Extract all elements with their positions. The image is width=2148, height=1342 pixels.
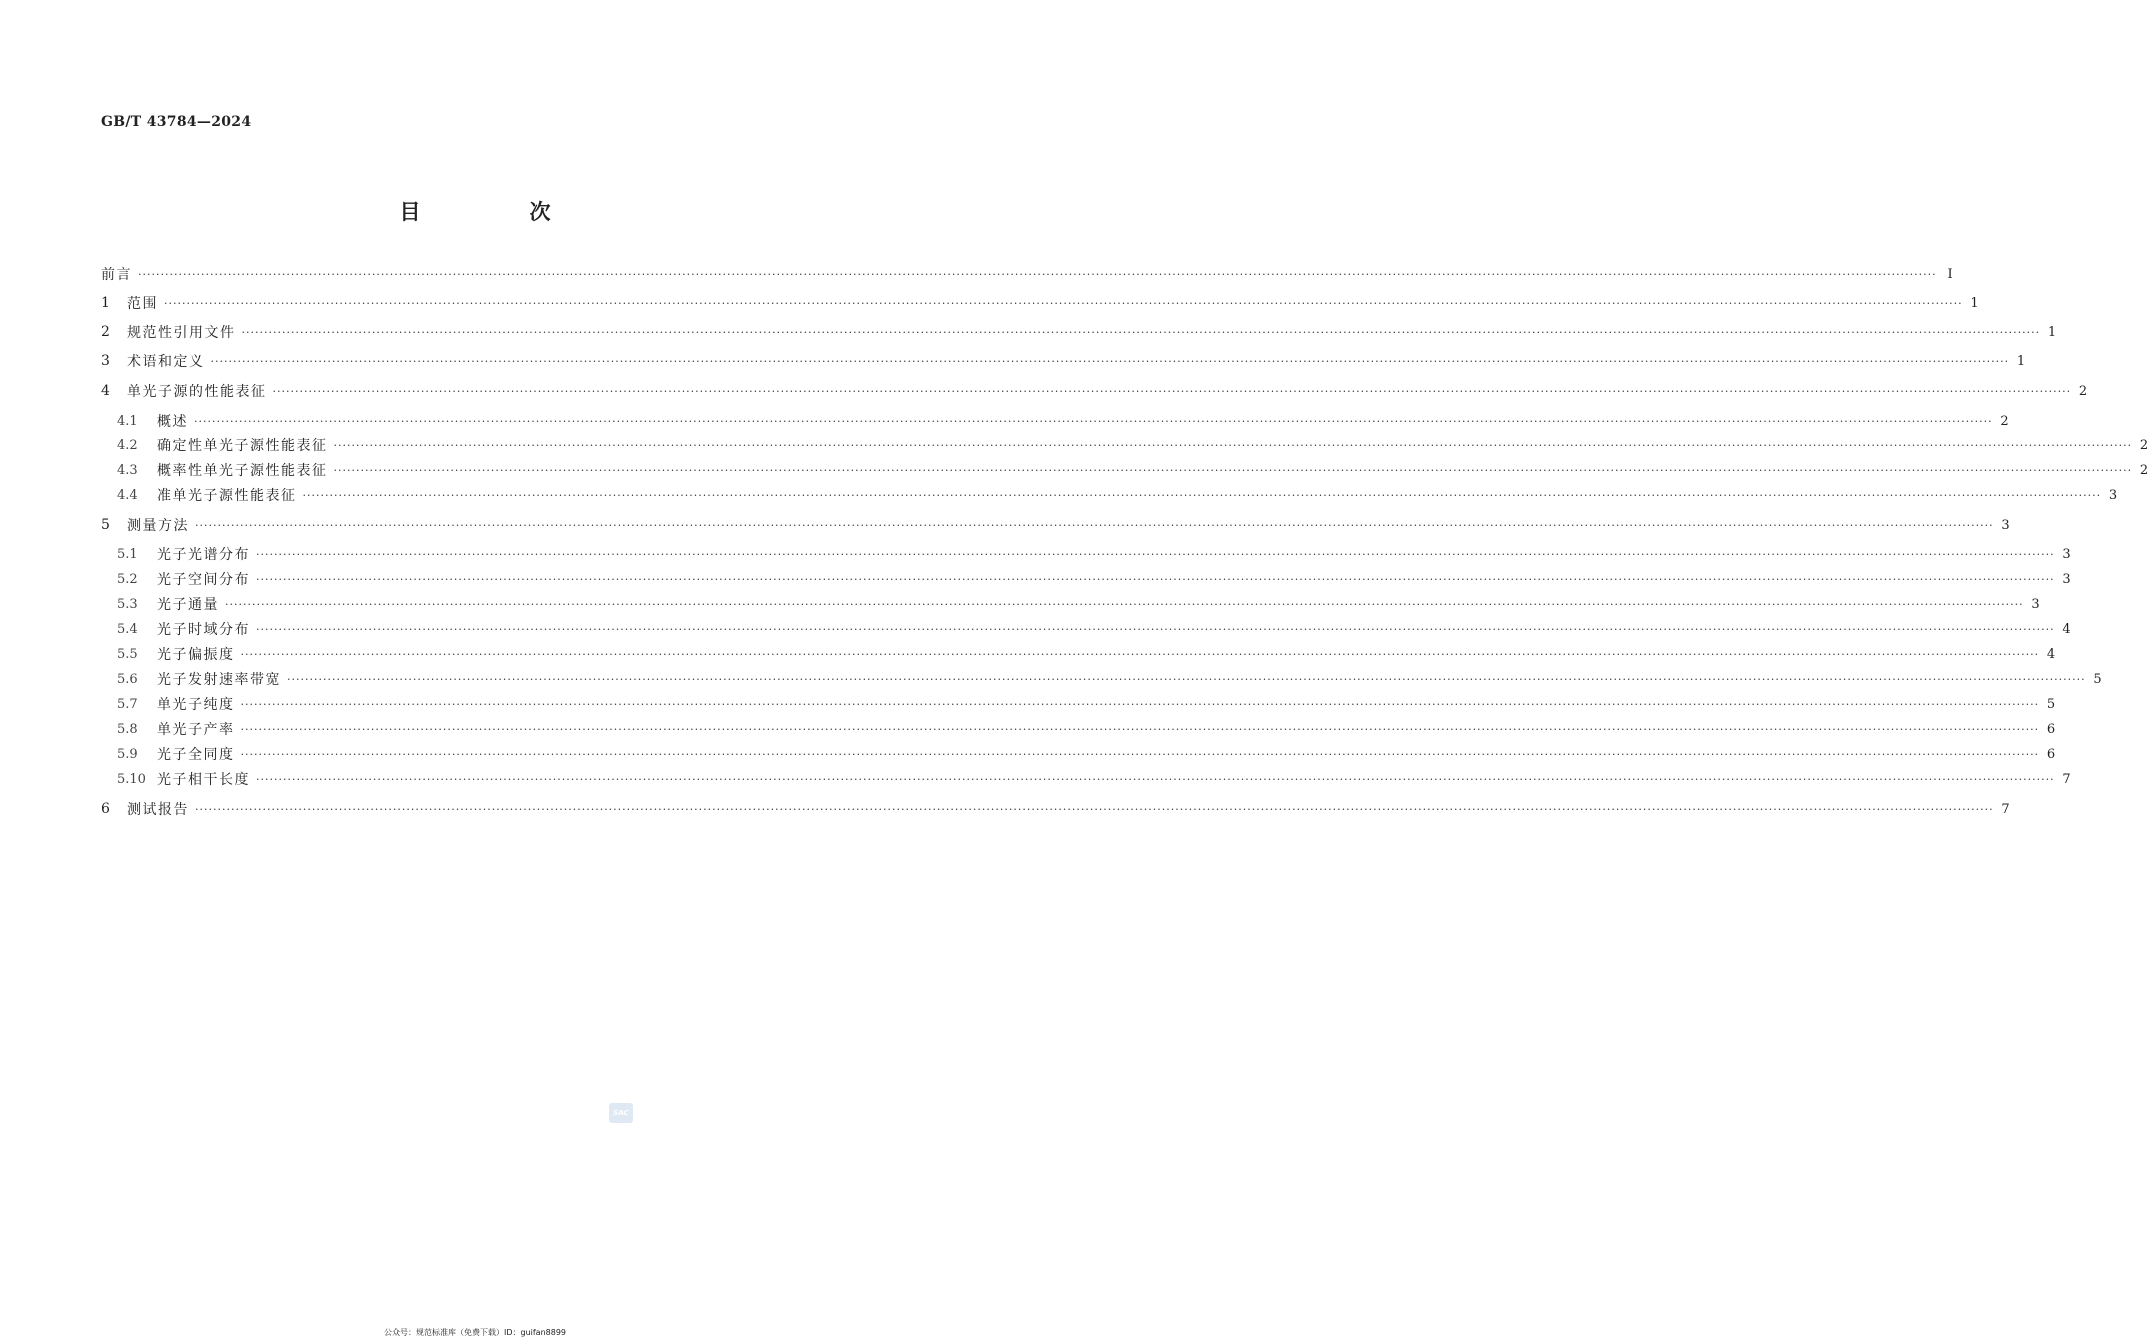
dot-leader: ················································································································································································································································································································································································································ <box>287 672 2086 686</box>
page-title: 目 次 <box>399 200 595 224</box>
toc-entry-label: 概述 <box>157 414 188 430</box>
toc-entry-label: 光子光谱分布 <box>157 547 250 563</box>
toc-entry-page: 1 <box>1970 295 1979 311</box>
toc-entry-label: 术语和定义 <box>127 354 205 370</box>
toc-entry-label: 测试报告 <box>127 802 189 818</box>
toc-entry-label: 规范性引用文件 <box>127 325 236 341</box>
toc-entry-number: 5.3 <box>117 596 138 612</box>
toc-entry-label: 准单光子源性能表征 <box>157 488 297 504</box>
toc-entry-number: 4.1 <box>117 413 138 429</box>
toc-entry-page: 6 <box>2046 721 2056 737</box>
toc-entry-label: 光子相干长度 <box>157 772 250 788</box>
toc-entry-number: 5.6 <box>117 671 138 687</box>
toc-entry-page: 2 <box>2078 383 2088 399</box>
toc-entry[interactable] <box>101 409 2009 433</box>
toc-entry-number: 5.2 <box>117 571 138 587</box>
toc-entry-page: 1 <box>2016 353 2026 369</box>
toc-entry-page: 4 <box>2062 621 2071 637</box>
dot-leader: ················································································································································································································································································································································································································ <box>195 518 1994 532</box>
toc-entry-page: 3 <box>2062 571 2071 587</box>
toc-entry-number: 5.10 <box>117 771 146 787</box>
toc-entry-label: 光子空间分布 <box>157 572 250 588</box>
toc-entry-page: 1 <box>2047 324 2057 340</box>
toc-entry-page: 7 <box>2062 771 2071 787</box>
toc-entry[interactable] <box>101 262 1953 286</box>
toc-entry[interactable] <box>101 617 2071 641</box>
toc-entry[interactable] <box>101 692 2056 716</box>
toc-entry-page: 5 <box>2093 671 2102 687</box>
toc-entry-page: 3 <box>2062 546 2071 562</box>
toc-entry[interactable] <box>101 642 2056 666</box>
dot-leader: ················································································································································································································································································································································································································ <box>225 597 2024 611</box>
toc-entry-number: 6 <box>101 801 110 817</box>
toc-entry-label: 确定性单光子源性能表征 <box>157 438 328 454</box>
toc-entry-number: 5.8 <box>117 721 138 737</box>
dot-leader: ················································································································································································································································································································································································································ <box>195 802 1994 816</box>
toc-entry-number: 1 <box>101 295 110 311</box>
toc-entry[interactable] <box>101 320 2057 344</box>
toc-entry-number: 4 <box>101 383 110 399</box>
toc-entry-number: 3 <box>101 353 110 369</box>
toc-entry[interactable] <box>101 379 2088 403</box>
toc-entry-number: 5.5 <box>117 646 138 662</box>
toc-entry[interactable] <box>101 742 2056 766</box>
dot-leader: ················································································································································································································································································································································································································ <box>164 296 1963 310</box>
toc-entry-page: I <box>1947 266 1953 282</box>
standard-number: GB/T 43784—2024 <box>101 114 252 130</box>
toc-entry-label: 光子发射速率带宽 <box>157 672 281 688</box>
toc-entry-number: 5.9 <box>117 746 138 762</box>
toc-entry[interactable] <box>101 567 2071 591</box>
toc-entry-number: 4.4 <box>117 487 138 503</box>
toc-entry[interactable] <box>101 458 2148 482</box>
toc-entry-page: 2 <box>2139 462 2148 478</box>
dot-leader: ················································································································································································································································································································································································································ <box>241 325 2041 339</box>
toc-entry-label: 单光子产率 <box>157 722 235 738</box>
dot-leader: ················································································································································································································································································································································································································ <box>333 463 2133 477</box>
toc-entry-page: 5 <box>2046 696 2056 712</box>
toc-entry-label: 光子通量 <box>157 597 219 613</box>
toc-entry-number: 4.2 <box>117 437 138 453</box>
dot-leader: ················································································································································································································································································································································································································ <box>210 354 2010 368</box>
toc-entry-page: 6 <box>2046 746 2056 762</box>
dot-leader: ················································································································································································································································································································································································································ <box>138 267 1937 281</box>
toc-entry[interactable] <box>101 291 1979 315</box>
toc-entry-page: 3 <box>2001 517 2010 533</box>
toc-entry[interactable] <box>101 767 2071 791</box>
toc-entry-number: 5.7 <box>117 696 138 712</box>
toc-entry-label: 概率性单光子源性能表征 <box>157 463 328 479</box>
toc-entry-number: 5 <box>101 517 110 533</box>
toc-entry[interactable] <box>101 667 2102 691</box>
toc-entry-page: 3 <box>2031 596 2040 612</box>
dot-leader: ················································································································································································································································································································································································································ <box>194 414 1993 428</box>
toc-entry[interactable] <box>101 797 2010 821</box>
toc-entry-page: 3 <box>2108 487 2118 503</box>
toc-entry-label: 范围 <box>127 296 158 312</box>
dot-leader: ················································································································································································································································································································································································································ <box>256 572 2055 586</box>
dot-leader: ················································································································································································································································································································································································································ <box>256 622 2055 636</box>
toc-entry-label: 单光子纯度 <box>157 697 235 713</box>
toc-entry-number: 5.1 <box>117 546 138 562</box>
toc-entry[interactable] <box>101 349 2026 373</box>
dot-leader: ················································································································································································································································································································································································································ <box>240 647 2040 661</box>
toc-entry-label: 前言 <box>101 267 132 283</box>
toc-entry-number: 5.4 <box>117 621 138 637</box>
toc-entry-number: 4.3 <box>117 462 138 478</box>
toc-entry-label: 光子偏振度 <box>157 647 235 663</box>
dot-leader: ················································································································································································································································································································································································································ <box>272 384 2072 398</box>
dot-leader: ················································································································································································································································································································································································································ <box>333 438 2133 452</box>
toc-entry[interactable] <box>101 542 2071 566</box>
toc-entry-label: 测量方法 <box>127 518 189 534</box>
dot-leader: ················································································································································································································································································································································································································ <box>240 722 2040 736</box>
toc-entry-number: 2 <box>101 324 110 340</box>
dot-leader: ················································································································································································································································································································································································································ <box>240 747 2040 761</box>
toc-entry-page: 4 <box>2046 646 2056 662</box>
dot-leader: ················································································································································································································································································································································································································ <box>240 697 2040 711</box>
toc-entry[interactable] <box>101 513 2010 537</box>
toc-entry-label: 光子全同度 <box>157 747 235 763</box>
dot-leader: ················································································································································································································································································································································································································ <box>256 547 2055 561</box>
sac-stamp-icon: SAC <box>609 1103 633 1123</box>
toc-entry-label: 单光子源的性能表征 <box>127 384 267 400</box>
toc-entry[interactable] <box>101 433 2148 457</box>
toc-entry[interactable] <box>101 717 2056 741</box>
toc-entry-page: 2 <box>2000 413 2009 429</box>
dot-leader: ················································································································································································································································································································································································································ <box>302 488 2102 502</box>
toc-entry[interactable] <box>101 483 2118 507</box>
footer-note: 公众号：规范标准库（免费下载）ID：guifan8899 <box>383 1328 567 1337</box>
toc-entry-page: 2 <box>2139 437 2148 453</box>
toc-entry-label: 光子时域分布 <box>157 622 250 638</box>
dot-leader: ················································································································································································································································································································································································································ <box>256 772 2055 786</box>
toc-entry[interactable] <box>101 592 2040 616</box>
toc-entry-page: 7 <box>2001 801 2010 817</box>
